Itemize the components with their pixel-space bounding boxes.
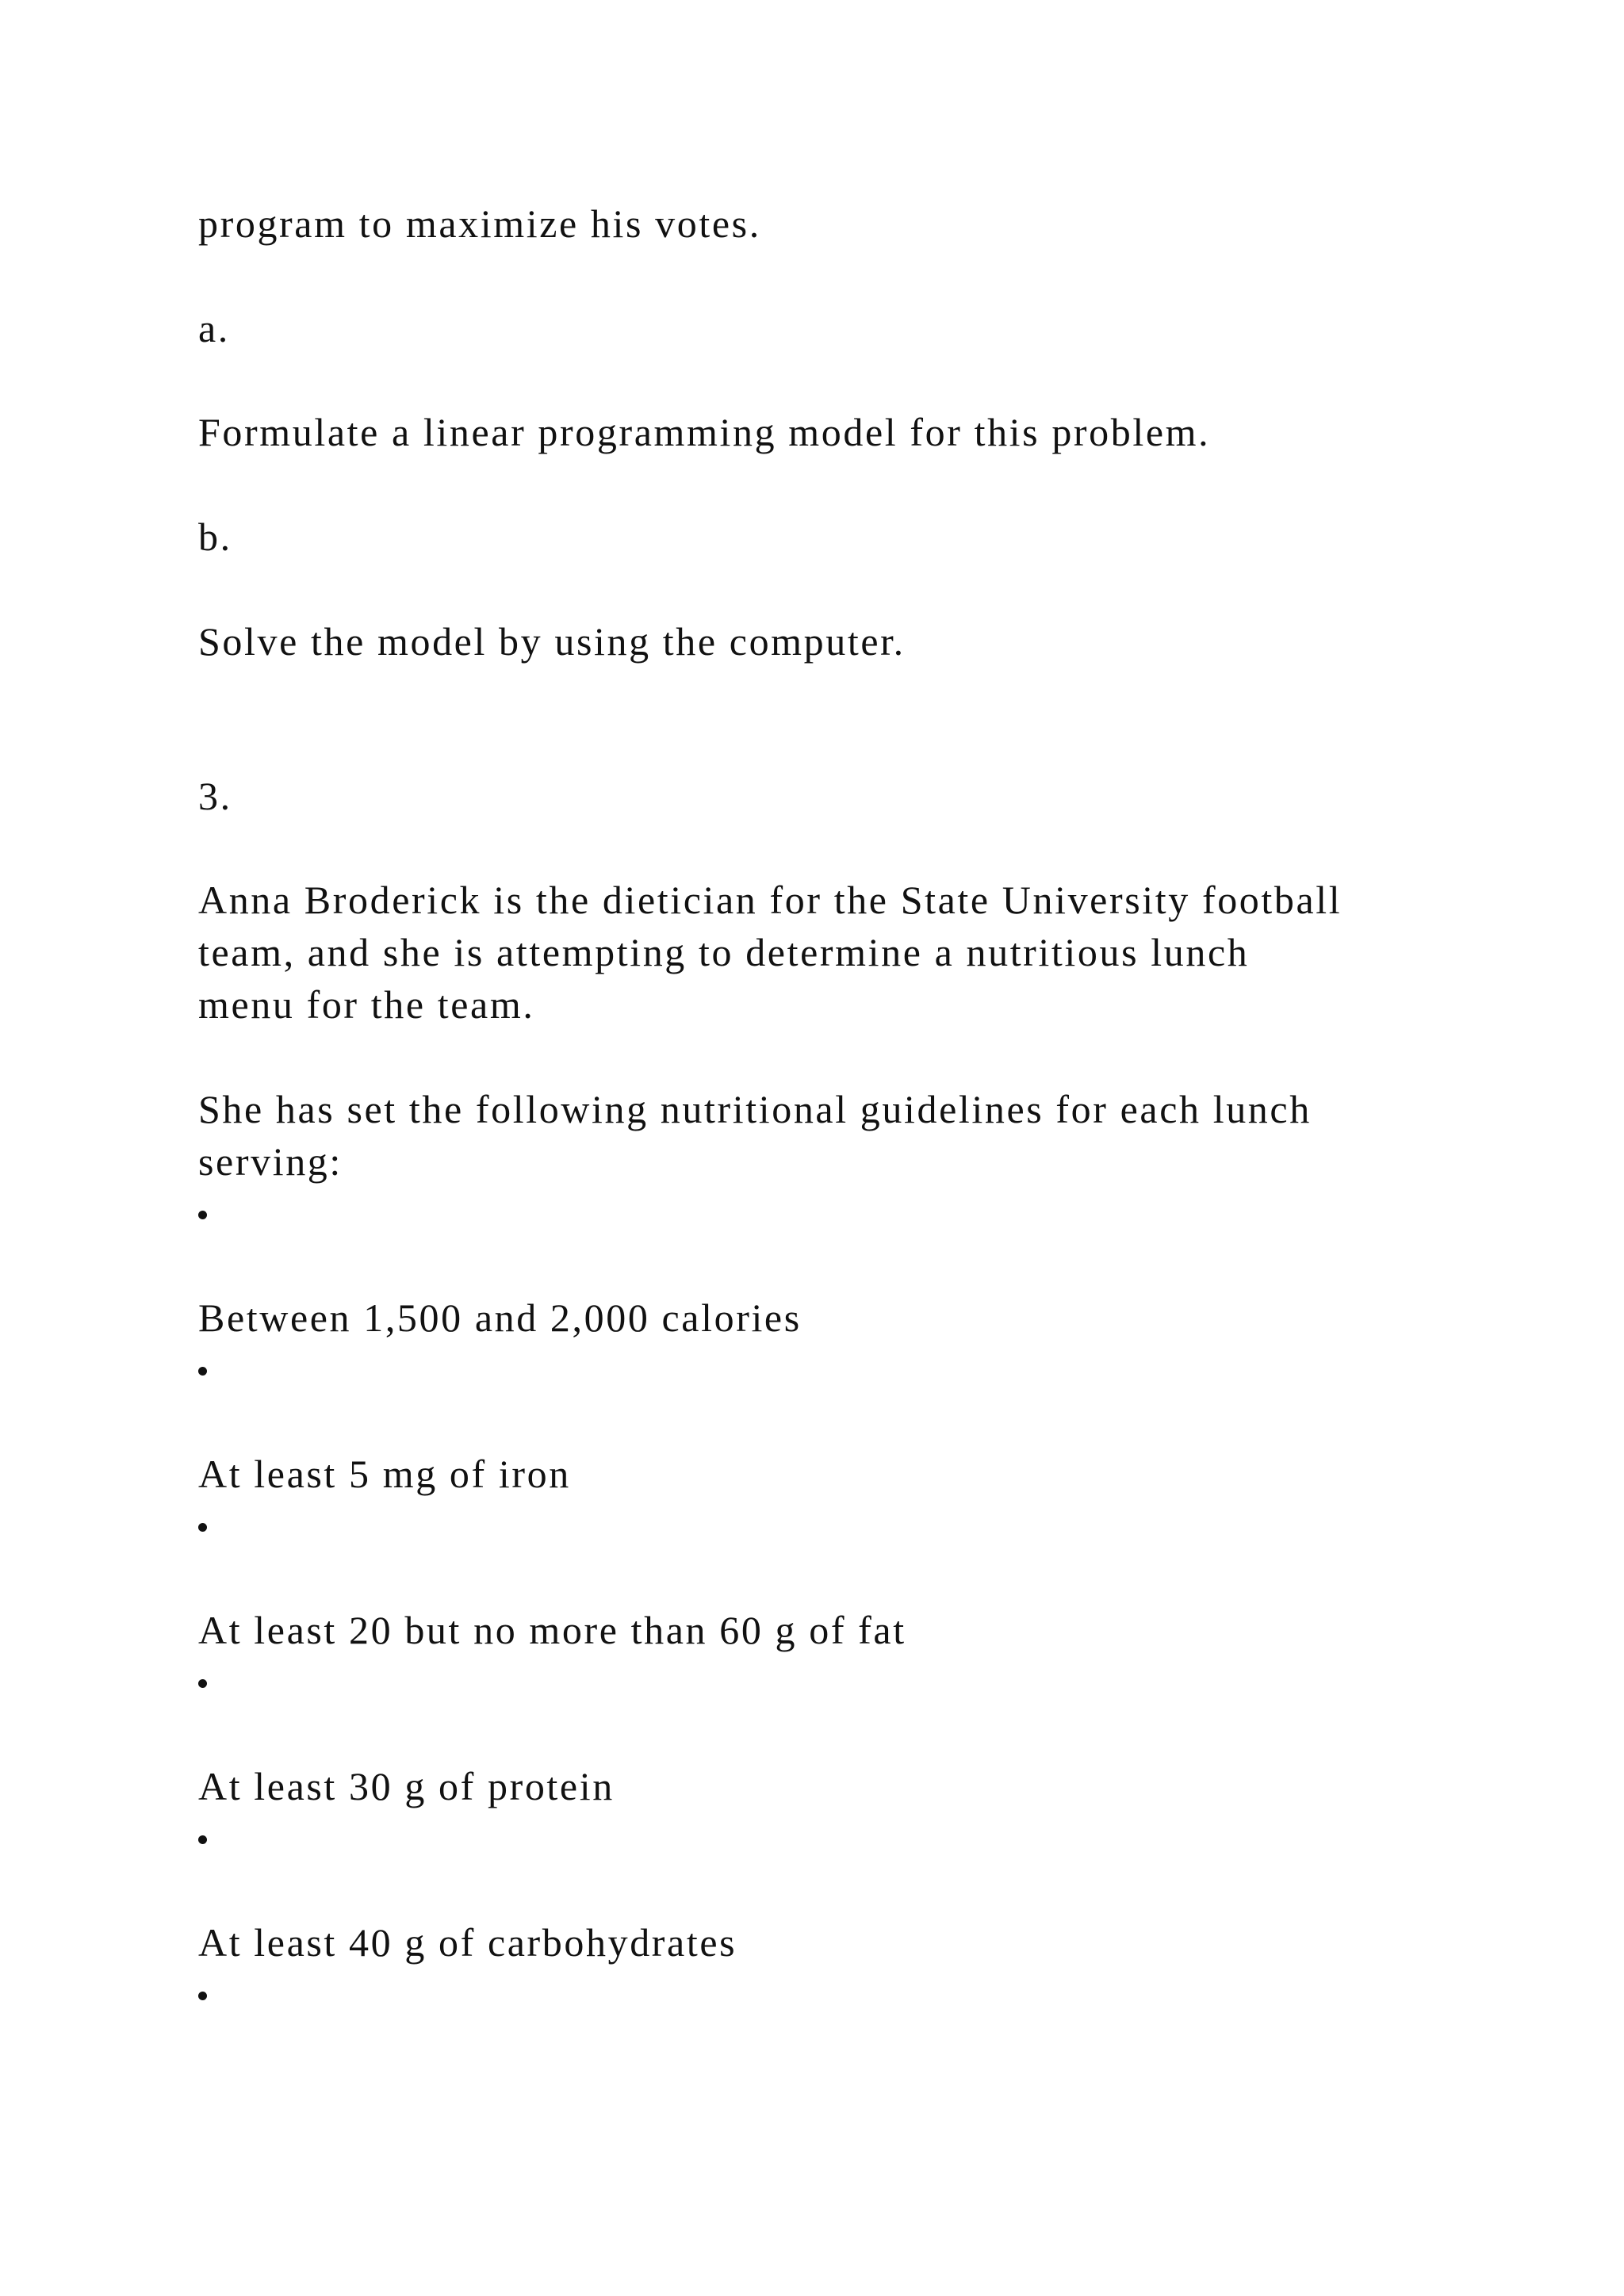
text-line: program to maximize his votes.	[198, 201, 761, 246]
guideline-item: Between 1,500 and 2,000 calories	[198, 1295, 802, 1340]
guideline-item: At least 40 g of carbohydrates	[198, 1920, 737, 1965]
bullet-point	[198, 1211, 207, 1219]
part-a-text: Formulate a linear programming model for this problem.	[198, 410, 1211, 454]
bullet-point	[198, 1992, 207, 2000]
bullet-point	[198, 1679, 207, 1688]
guideline-item: At least 20 but no more than 60 g of fat	[198, 1608, 906, 1652]
guideline-item: At least 30 g of protein	[198, 1764, 615, 1808]
paragraph-line: serving:	[198, 1139, 343, 1184]
guideline-item: At least 5 mg of iron	[198, 1452, 571, 1496]
part-b-label: b.	[198, 515, 232, 559]
paragraph-line: menu for the team.	[198, 982, 535, 1027]
part-b-text: Solve the model by using the computer.	[198, 619, 906, 664]
bullet-point	[198, 1367, 207, 1376]
problem-number: 3.	[198, 774, 232, 818]
paragraph-line: She has set the following nutritional guidelines for each lunch	[198, 1087, 1312, 1131]
paragraph-line: team, and she is attempting to determine a nutritious lunch	[198, 930, 1250, 974]
paragraph-line: Anna Broderick is the dietician for the State University football	[198, 878, 1342, 922]
bullet-point	[198, 1835, 207, 1844]
bullet-point	[198, 1523, 207, 1532]
part-a-label: a.	[198, 306, 230, 350]
